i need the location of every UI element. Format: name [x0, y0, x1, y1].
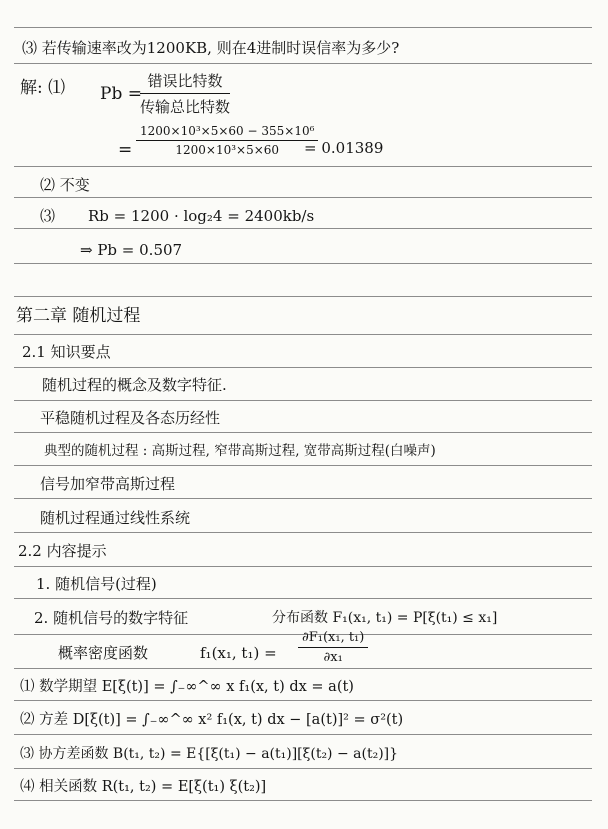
ruled-line [14, 432, 592, 433]
ruled-line [14, 532, 592, 533]
calc-numerator: 1200×10³×5×60 − 355×10⁶ [136, 124, 318, 141]
pdf-denominator: ∂x₁ [323, 650, 343, 665]
ruled-line [14, 400, 592, 401]
answer-3-rate: Rb = 1200 · log₂4 = 2400kb/s [88, 207, 315, 225]
ruled-line [14, 197, 592, 198]
answer-2: ⑵ 不变 [40, 176, 90, 194]
section-2-2-heading: 2.2 内容提示 [18, 542, 107, 560]
ruled-line [14, 668, 592, 669]
content-item-1: 1. 随机信号(过程) [36, 575, 157, 593]
chapter-title: 第二章 随机过程 [16, 306, 141, 326]
answer-3-pb: ⇒ Pb = 0.507 [80, 241, 183, 259]
solution-label: 解: ⑴ [20, 78, 66, 98]
calc-result: = 0.01389 [304, 139, 384, 157]
ruled-line [14, 800, 592, 801]
ruled-line [14, 166, 592, 167]
knowledge-item-5: 随机过程通过线性系统 [40, 509, 191, 527]
ruled-line [14, 263, 592, 264]
correlation-function: ⑷ 相关函数 R(t₁, t₂) = E[ξ(t₁) ξ(t₂)] [20, 779, 267, 795]
answer-3-label: ⑶ [40, 207, 56, 225]
pdf-lhs: f₁(x₁, t₁) = [200, 644, 277, 662]
ruled-line [14, 296, 592, 297]
ruled-line [14, 334, 592, 335]
ruled-line [14, 700, 592, 701]
variance: ⑵ 方差 D[ξ(t)] = ∫₋∞^∞ x² f₁(x, t) dx − [a(t)]² = σ²(t) [20, 712, 404, 728]
calc-denominator: 1200×10³×5×60 [175, 143, 280, 157]
covariance-function: ⑶ 协方差函数 B(t₁, t₂) = E{[ξ(t₁) − a(t₁)][ξ(t₂) − a(t₂)]} [20, 746, 399, 762]
ruled-line [14, 566, 592, 567]
pdf-fraction [298, 630, 368, 665]
ruled-line [14, 63, 592, 64]
pdf-label: 概率密度函数 [58, 644, 149, 662]
question-3: ⑶ 若传输速率改为1200KB, 则在4进制时误信率为多少? [22, 39, 400, 57]
math-expectation: ⑴ 数学期望 E[ξ(t)] = ∫₋∞^∞ x f₁(x, t) dx = a(t) [20, 679, 354, 695]
distribution-function: 分布函数 F₁(x₁, t₁) = P[ξ(t₁) ≤ x₁] [272, 610, 498, 626]
calc-equals: = [118, 140, 133, 160]
knowledge-item-1: 随机过程的概念及数字特征. [42, 376, 227, 394]
ruled-line [14, 498, 592, 499]
knowledge-item-4: 信号加窄带高斯过程 [40, 475, 176, 493]
ruled-line [14, 768, 592, 769]
pb-lhs: Pb = [100, 84, 142, 104]
ruled-line [14, 465, 592, 466]
ruled-line [14, 228, 592, 229]
knowledge-item-3: 典型的随机过程 : 高斯过程, 窄带高斯过程, 宽带高斯过程(白噪声) [44, 443, 436, 459]
pdf-numerator: ∂F₁(x₁, t₁) [298, 630, 368, 648]
section-2-1-heading: 2.1 知识要点 [22, 343, 111, 361]
ruled-line [14, 734, 592, 735]
pb-fraction-denominator: 传输总比特数 [140, 98, 231, 116]
ruled-line [14, 598, 592, 599]
knowledge-item-2: 平稳随机过程及各态历经性 [40, 409, 221, 427]
calc-fraction [136, 124, 318, 157]
ruled-line [14, 27, 592, 28]
pb-fraction-numerator: 错误比特数 [140, 70, 230, 94]
content-item-2: 2. 随机信号的数字特征 [34, 609, 189, 627]
ruled-line [14, 367, 592, 368]
pb-definition-fraction [140, 70, 230, 117]
